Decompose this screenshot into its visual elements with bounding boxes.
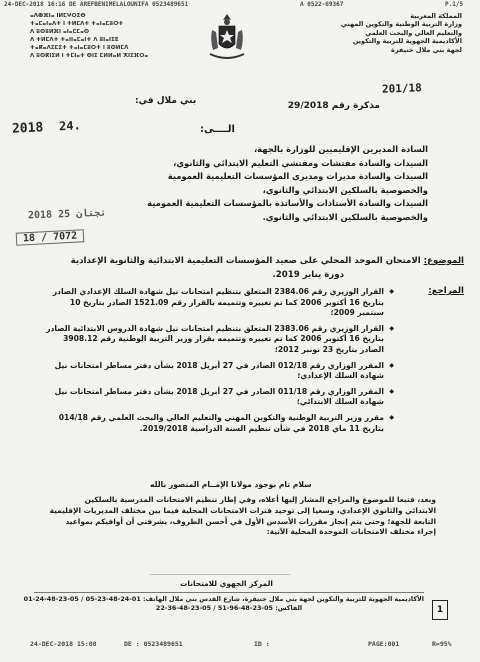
signer: المركز الجهوي للامتحانات: [180, 579, 273, 588]
ministry-line: الأكاديمية الجهوية للتربية والتكوين: [352, 37, 462, 46]
body-line: التابعة للجهة؛ وحتى يتم إنجاز مقررات الأسدس الأول في أحسن الظروف، يشرفني أن أوافيكم بمواعيد: [65, 516, 436, 526]
subject-label: الموضوع:: [423, 256, 464, 266]
tifinagh-line: ⴰⴷⴲⴼⵏⴰ ⵏⵍⵎⵖⵔⵉⴱ: [30, 13, 86, 19]
page-number: 1: [432, 600, 448, 620]
fax-header-left: 24-DEC-2018 16:16 DE AREFBENIMELALOUNIFA 0523489651: [4, 1, 189, 8]
reference-item: ◆ القرار الوزيري رقم 2383.06 المتعلق بتنظيم امتحانات نيل شهادة الدروس الابتدائية الصادر بتاريخ 16 أكتوبر 2006 كما تم تغييره وتتميمه بقرار وزير التربية الوطنية رقم 3908.12 الصادر بتاريخ 23 نونبر 2012؛: [54, 324, 394, 356]
received-stamp: [12, 205, 124, 247]
memo-reference: مذكرة رقم 29/2018: [287, 101, 380, 111]
addressee-line: السيدات والسادة الأستاذات والأساتذة بالمؤسسات التعليمية العمومية: [147, 198, 428, 208]
to-label: الــــى:: [200, 124, 235, 135]
addressee-line: السادة المديرين الإقليميين للوزارة بالجهة،: [253, 144, 428, 154]
tifinagh-line: ⵜⴰⴽⴰⴷⵉⵎⵉⵜ ⵜⴰⵏⴰⵎⵓⵔⵜ ⵏ ⵓⵙⵍⵎⴷ: [30, 45, 129, 51]
footer-address: [23, 592, 424, 627]
greeting: سلام تام بوجود مولانا الإمــام المنصور بالله: [150, 480, 312, 489]
fax-footer-page: PAGE:001: [368, 640, 400, 648]
tifinagh-line: ⴷ ⵓⵙⵓⵍⴼⵏ ⴰⵏⴰⵎⵎⴰⵙ: [30, 29, 90, 35]
body-text: [36, 495, 436, 538]
tifinagh-line: ⴷ ⵜⵍⵎⴷⵜ ⵜⴰⵏⵏⴰⵎⴰⵏⵜ ⴷ ⵓⵏⴰⵏⵉⴹ: [30, 37, 119, 43]
addressee-line: السيدات والسادة مديرات ومديري المؤسسات التعليمية العمومية: [167, 171, 428, 181]
tifinagh-line: ⵜⴰⵎⴰⵏⴰⴷⵜ ⵏ ⵜⵍⵎⴷⵜ ⵜⴰⵏⴰⵎⵓⵔⵜ: [30, 21, 124, 27]
reference-item: ◆ المقرر الوزاري رقم 011/18 الصادر في 27 أبريل 2018 بشأن دفتر مساطر امتحانات نيل شهادة السلك الابتدائي؛: [54, 387, 394, 408]
tifinagh-line: ⴷ ⵓⵙⴽⵏⵉⵍ ⵏ ⵜⵎⵏⴰⵜ ⴱⵏⵉ ⵎⵍⵍⴰⵍ ⵅⵏⵉⴼⵔⴰ: [30, 53, 149, 59]
addressee-line: والخصوصية بالسلكين الابتدائي والثانوي.: [262, 211, 428, 222]
body-line: الابتدائي والثانوي الإعدادي، وسعيا إلى توحيد فترات الامتحانات المحلية فيما بين مختلف المديريات الإقليمية: [49, 505, 436, 515]
handwritten-year: 2018: [11, 120, 44, 137]
fax-header: [0, 0, 480, 10]
subject-text-2: دورة يناير 2019.: [272, 270, 344, 280]
footer-line: الأكاديمية الجهوية للتربية والتكوين لجهة بني ملال خنيفرة، شارع القدس بني ملال الهاتف: 01-24-48-23-05 / 05-23-48-24-01: [23, 595, 424, 603]
fax-header-right: P.1/5: [445, 1, 464, 8]
fax-footer-right: R=95%: [432, 640, 452, 648]
received-stamp-date: 2018 نجنان 25: [27, 207, 107, 222]
reference-item: ◆ القرار الوزيري رقم 2384.06 المتعلق بتنظيم امتحانات نيل شهادة السلك الإعدادي الصادر بتاريخ 16 أكتوبر 2006 كما تم تغييره وتتميمه بالقرار رقم 1521.09 الصادر بتاريخ 10 سبتمبر 2009؛: [54, 287, 394, 319]
addressee-line: والخصوصية بالسلكين الابتدائي والثانوي،: [262, 184, 428, 195]
ministry-line: وزارة التربية الوطنية والتكوين المهني: [340, 20, 462, 29]
references-list: [46, 287, 394, 439]
divider: [150, 574, 290, 575]
received-stamp-number: 18 / 7072: [16, 229, 85, 246]
body-line: إجراء مختلف الامتحانات الموحدة المحلية الآتية:: [266, 527, 436, 537]
footer-line: الفاكس: 05-23-48-96-51 / 05-23-48-36-22: [155, 604, 303, 612]
ministry-line: المملكة المغربية: [410, 12, 462, 20]
reference-item: ◆ مقرر وزير التربية الوطنية والتكوين المهني والتعليم العالي والبحث العلمي رقم 014/18 بتاريخ 11 ماي 2018 في شأن تنظيم السنة الدراسية 2019/2018.: [54, 413, 394, 434]
fax-footer-de: DE : 0523489651: [124, 640, 183, 648]
subject-text: الامتحان الموحد المحلي على صعيد المؤسسات التعليمية الابتدائية والثانوية الإعدادية: [70, 256, 421, 266]
registration-number: 201/18: [382, 81, 423, 96]
coat-of-arms-emblem: [204, 10, 250, 64]
ministry-line: لجهة بني ملال خنيفرة: [391, 45, 462, 54]
fax-header-mid: A 0522-69367: [300, 1, 344, 8]
ministry-header: [277, 12, 462, 54]
ministry-line: والتعليم العالي والبحث العلمي: [365, 28, 462, 37]
addressee-line: السيدات والسادة مفتشات ومفتشي التعليم الابتدائي والثانوي،: [173, 157, 428, 168]
subject: [24, 254, 464, 282]
handwritten-day: 24.: [58, 118, 82, 134]
fax-footer-id: ID :: [254, 640, 270, 648]
references-label: المراجع:: [428, 286, 464, 296]
body-line: وبعد، فتبعا للموضوع والمراجع المشار إليها أعلاه، وفي إطار تنظيم الامتحانات المدرسية بالسلكين: [84, 495, 436, 504]
place-date: بني ملال في:: [135, 96, 197, 106]
fax-footer: [0, 640, 480, 654]
handwritten-date: [12, 118, 82, 137]
reference-item: ◆ المقرر الوزاري رقم 012/18 الصادر في 27 أبريل 2018 بشأن دفتر مساطر امتحانات نيل شهادة السلك الإعدادي؛: [54, 361, 394, 382]
fax-footer-date: 24-DEC-2018 15:08: [30, 640, 97, 648]
tifinagh-header: [30, 12, 180, 60]
